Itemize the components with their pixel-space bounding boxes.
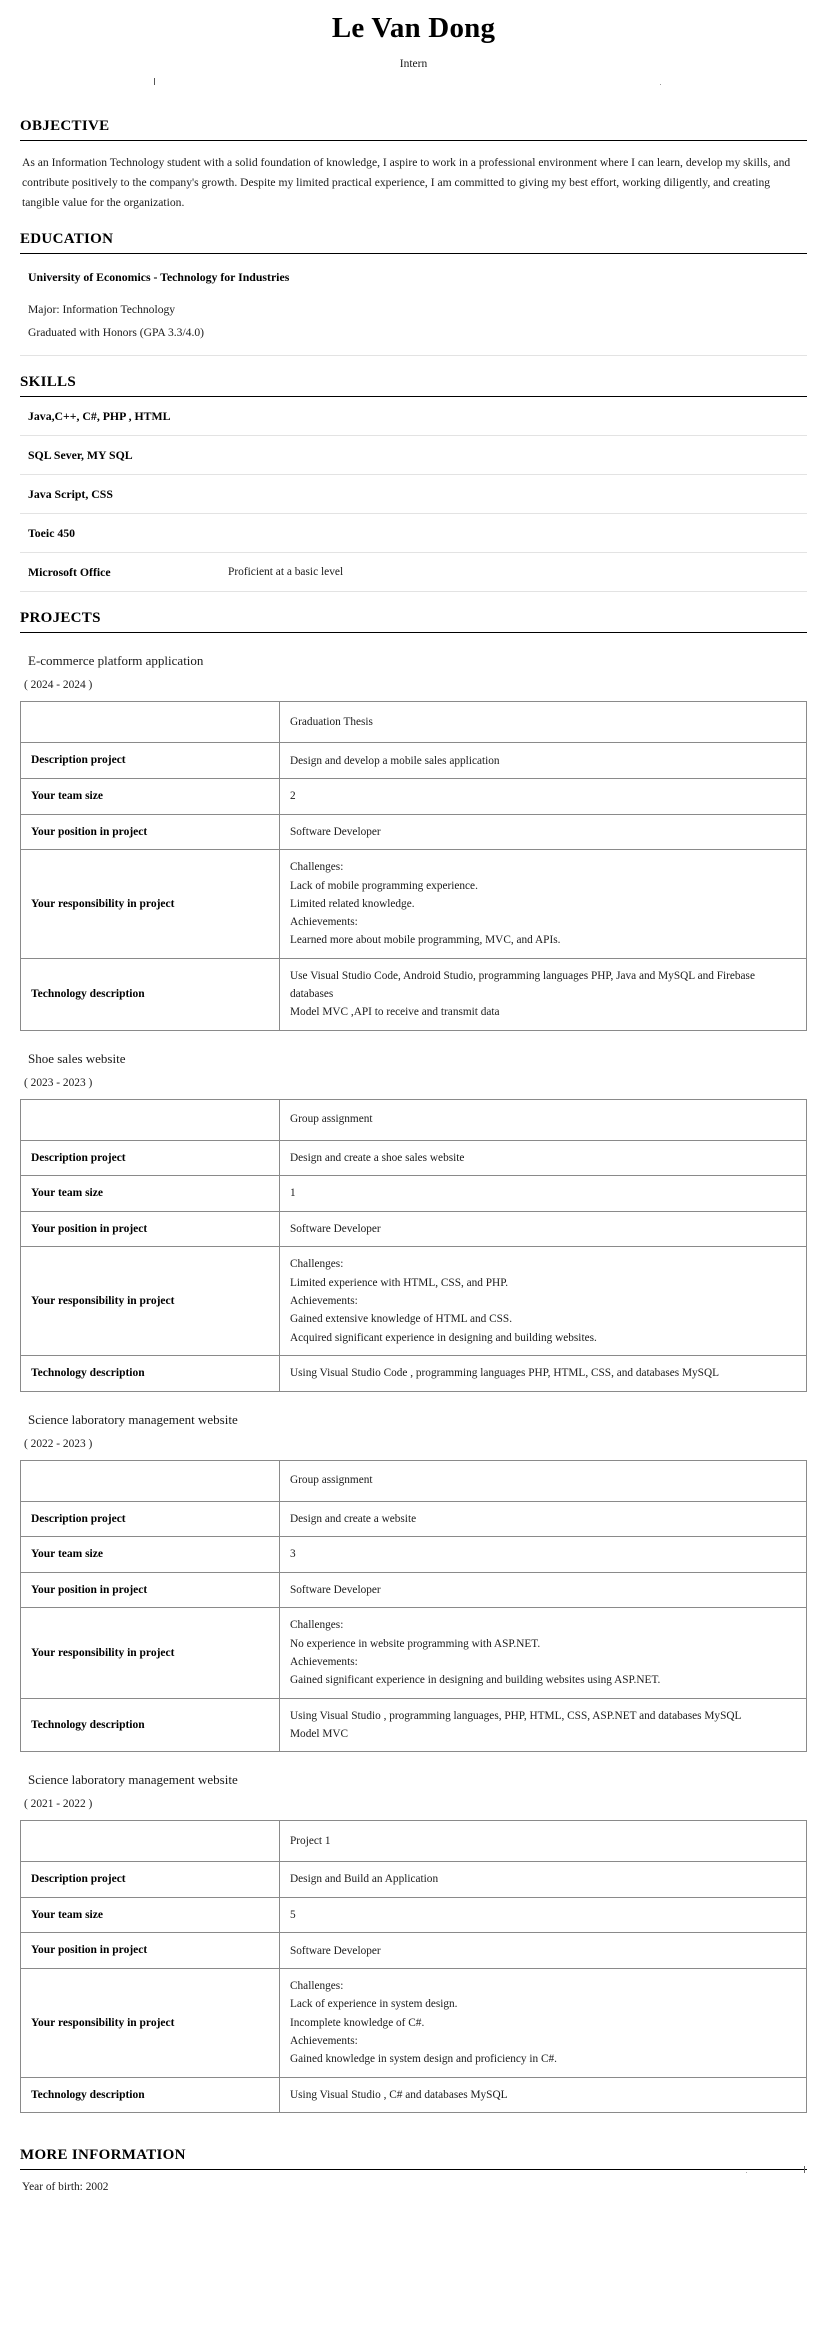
page-title: Le Van Dong	[331, 12, 496, 44]
table-row	[21, 1211, 807, 1247]
row-value-team-size: 3	[280, 1537, 807, 1573]
section-heading-projects: PROJECTS	[20, 610, 101, 627]
education-bottom-divider	[20, 355, 807, 356]
education-school-name: University of Economics - Technology for Industries	[28, 270, 290, 285]
row-value-technology: Using Visual Studio Code , programming languages PHP, HTML, CSS, and databases MySQL	[280, 1355, 807, 1391]
skill-row	[20, 553, 807, 592]
row-value-responsibility: Challenges: Limited experience with HTML, CSS, and PHP. Achievements: Gained extensive knowledge of HTML and CSS. Acquired significant experience in designing and building websites.	[280, 1247, 807, 1355]
stray-dot-icon	[746, 2172, 747, 2173]
job-title: Intern	[399, 58, 428, 71]
project-name: Science laboratory management website	[28, 1411, 238, 1427]
project-years: ( 2023 - 2023 )	[24, 1076, 93, 1089]
project-name: E-commerce platform application	[28, 653, 204, 669]
table-row	[21, 1537, 807, 1573]
section-heading-more-information: MORE INFORMATION	[20, 2147, 186, 2164]
row-label-description: Description project	[21, 743, 280, 779]
stray-mark-icon	[804, 2166, 805, 2173]
table-row	[21, 702, 807, 743]
table-row	[21, 1176, 807, 1212]
row-value-description: Design and Build an Application	[280, 1862, 807, 1898]
row-label-technology: Technology description	[21, 1698, 280, 1752]
row-value-team-size: 1	[280, 1176, 807, 1212]
section-objective	[20, 118, 807, 213]
cv-header	[20, 0, 807, 70]
project-kind-value: Graduation Thesis	[280, 702, 807, 743]
table-row	[21, 1608, 807, 1698]
year-of-birth: Year of birth: 2002	[22, 2181, 109, 2194]
table-row	[21, 1099, 807, 1140]
table-row	[21, 814, 807, 850]
table-row	[21, 778, 807, 814]
table-row	[21, 1969, 807, 2077]
row-value-description: Design and create a shoe sales website	[280, 1140, 807, 1176]
table-row	[21, 743, 807, 779]
row-label-team-size: Your team size	[21, 1176, 280, 1212]
section-divider	[20, 632, 807, 633]
row-label-technology: Technology description	[21, 958, 280, 1030]
project-entry	[20, 653, 807, 1030]
table-row	[21, 1821, 807, 1862]
row-value-technology: Using Visual Studio , C# and databases MySQL	[280, 2077, 807, 2113]
skill-name: Toeic 450	[28, 525, 76, 540]
section-education	[20, 231, 807, 356]
section-more-information	[20, 2147, 807, 2193]
row-label-technology: Technology description	[21, 2077, 280, 2113]
table-row	[21, 958, 807, 1030]
project-years: ( 2022 - 2023 )	[24, 1437, 93, 1450]
project-name: Shoe sales website	[28, 1050, 126, 1066]
row-label-team-size: Your team size	[21, 778, 280, 814]
skill-level: Proficient at a basic level	[228, 566, 344, 579]
stray-mark-icon	[154, 78, 155, 85]
section-projects	[20, 610, 807, 2113]
skill-row	[20, 397, 807, 436]
row-label-responsibility: Your responsibility in project	[21, 850, 280, 958]
row-label-description: Description project	[21, 1501, 280, 1537]
project-kind-label-cell	[21, 1460, 280, 1501]
project-kind-value: Project 1	[280, 1821, 807, 1862]
table-row	[21, 1698, 807, 1752]
project-detail-table	[20, 701, 807, 1030]
project-kind-label-cell	[21, 1099, 280, 1140]
education-entry	[20, 254, 807, 344]
row-value-position: Software Developer	[280, 1211, 807, 1247]
table-row	[21, 1862, 807, 1898]
skill-row	[20, 436, 807, 475]
section-heading-education: EDUCATION	[20, 231, 114, 248]
row-label-team-size: Your team size	[21, 1537, 280, 1573]
table-row	[21, 1933, 807, 1969]
table-row	[21, 2077, 807, 2113]
row-label-responsibility: Your responsibility in project	[21, 1247, 280, 1355]
project-detail-table	[20, 1099, 807, 1392]
project-years: ( 2021 - 2022 )	[24, 1798, 93, 1811]
table-row	[21, 1247, 807, 1355]
row-value-position: Software Developer	[280, 1572, 807, 1608]
row-label-description: Description project	[21, 1862, 280, 1898]
table-row	[21, 1897, 807, 1933]
table-row	[21, 1355, 807, 1391]
project-entry	[20, 1412, 807, 1753]
project-entry	[20, 1772, 807, 2113]
row-value-description: Design and develop a mobile sales application	[280, 743, 807, 779]
row-value-responsibility: Challenges: Lack of mobile programming experience. Limited related knowledge. Achievements: Learned more about mobile programming, MVC, and APIs.	[280, 850, 807, 958]
projects-list	[20, 653, 807, 2113]
skill-row	[20, 475, 807, 514]
section-heading-objective: OBJECTIVE	[20, 118, 110, 135]
table-row	[21, 850, 807, 958]
project-kind-value: Group assignment	[280, 1099, 807, 1140]
project-kind-label-cell	[21, 1821, 280, 1862]
table-row	[21, 1460, 807, 1501]
project-name: Science laboratory management website	[28, 1772, 238, 1788]
stray-dot-icon	[660, 84, 661, 85]
skill-row	[20, 514, 807, 553]
row-label-technology: Technology description	[21, 1355, 280, 1391]
row-value-responsibility: Challenges: No experience in website programming with ASP.NET. Achievements: Gained significant experience in designing and building websites using ASP.NET.	[280, 1608, 807, 1698]
more-information-body	[20, 2170, 807, 2193]
row-value-technology: Using Visual Studio , programming languages, PHP, HTML, CSS, ASP.NET and databases MySQL Model MVC	[280, 1698, 807, 1752]
row-label-position: Your position in project	[21, 814, 280, 850]
table-row	[21, 1572, 807, 1608]
row-value-team-size: 5	[280, 1897, 807, 1933]
project-entry	[20, 1051, 807, 1392]
project-detail-table	[20, 1460, 807, 1753]
header-spacer	[20, 70, 807, 100]
skill-name: Java Script, CSS	[28, 486, 113, 501]
row-value-position: Software Developer	[280, 814, 807, 850]
row-value-technology: Use Visual Studio Code, Android Studio, programming languages PHP, Java and MySQL and Firebase databases Model MVC ,API to receive and transmit data	[280, 958, 807, 1030]
skill-name: SQL Sever, MY SQL	[28, 447, 133, 462]
section-heading-skills: SKILLS	[20, 374, 76, 391]
row-value-position: Software Developer	[280, 1933, 807, 1969]
objective-text: As an Information Technology student with a solid foundation of knowledge, I aspire to work in a professional environment where I can learn, develop my skills, and contribute positively to the company's growth. Despite my limited practical experience, I am committed to giving my best effort, working diligently, and creating tangible value for the organization.	[22, 156, 791, 210]
table-row	[21, 1501, 807, 1537]
project-detail-table	[20, 1820, 807, 2113]
row-label-position: Your position in project	[21, 1933, 280, 1969]
row-label-team-size: Your team size	[21, 1897, 280, 1933]
table-row	[21, 1140, 807, 1176]
section-skills	[20, 374, 807, 592]
row-label-position: Your position in project	[21, 1572, 280, 1608]
project-years: ( 2024 - 2024 )	[24, 679, 93, 692]
row-label-description: Description project	[21, 1140, 280, 1176]
skill-name: Microsoft Office	[28, 564, 111, 579]
skills-list	[20, 397, 807, 592]
project-kind-label-cell	[21, 702, 280, 743]
row-value-responsibility: Challenges: Lack of experience in system design. Incomplete knowledge of C#. Achievements: Gained knowledge in system design and proficiency in C#.	[280, 1969, 807, 2077]
education-honors: Graduated with Honors (GPA 3.3/4.0)	[28, 325, 205, 339]
row-label-position: Your position in project	[21, 1211, 280, 1247]
row-value-description: Design and create a website	[280, 1501, 807, 1537]
row-value-team-size: 2	[280, 778, 807, 814]
row-label-responsibility: Your responsibility in project	[21, 1608, 280, 1698]
education-major: Major: Information Technology	[28, 303, 176, 317]
project-kind-value: Group assignment	[280, 1460, 807, 1501]
row-label-responsibility: Your responsibility in project	[21, 1969, 280, 2077]
skill-name: Java,C++, C#, PHP , HTML	[28, 408, 171, 423]
